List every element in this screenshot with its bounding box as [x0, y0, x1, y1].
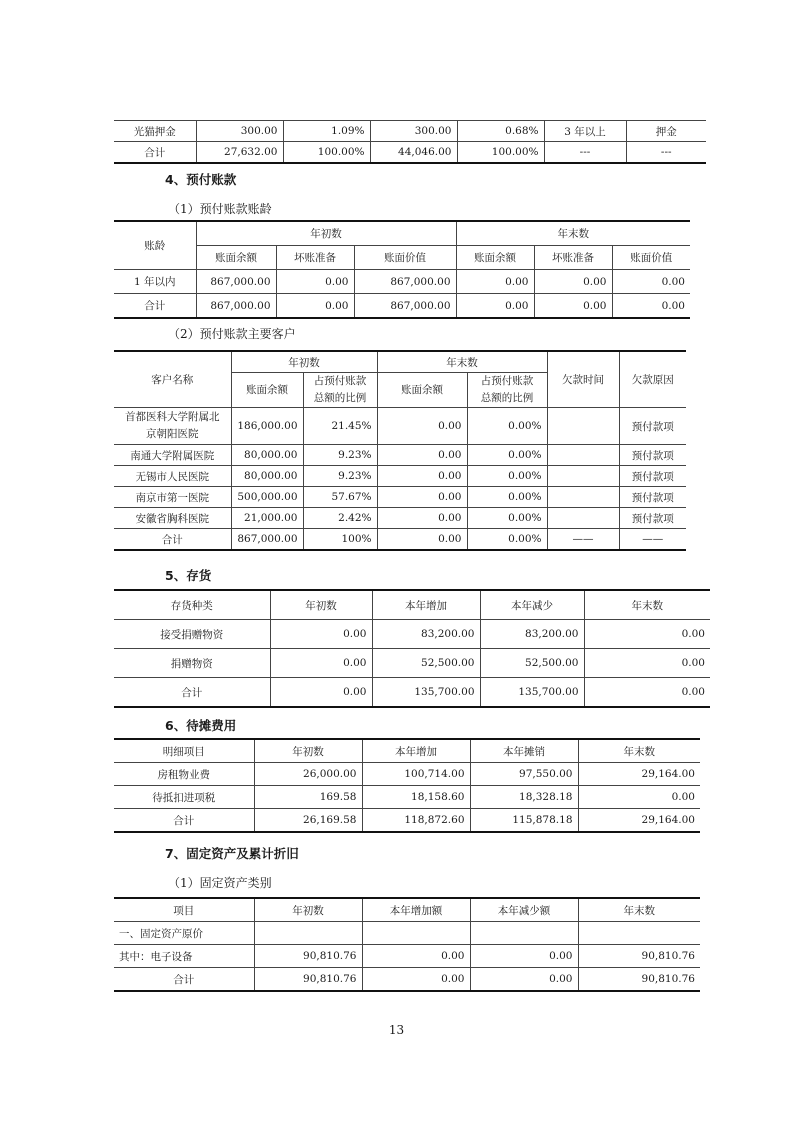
table-cell: —— — [619, 529, 686, 551]
table-cell: 0.00 — [456, 270, 534, 294]
table-cell: 0.00 — [584, 620, 710, 649]
table-cell: 26,169.58 — [254, 809, 362, 833]
table-header-cell: 本年增加 — [362, 739, 470, 763]
table-cell: 83,200.00 — [480, 620, 584, 649]
table-cell: 0.00% — [467, 529, 547, 551]
table-cell: —— — [547, 529, 619, 551]
subsection-title-prepayment-customers: （2）预付账款主要客户 — [168, 327, 296, 341]
table-cell: 867,000.00 — [354, 294, 456, 319]
fixed-assets-table — [114, 897, 700, 992]
table-cell — [254, 922, 362, 945]
table-cell: 52,500.00 — [480, 649, 584, 678]
inventory-table — [114, 589, 710, 708]
table-cell: 0.00 — [470, 945, 578, 968]
table-header-cell: 账面余额 — [377, 373, 467, 408]
table-row — [114, 678, 710, 708]
table-header-cell: 年初数 — [254, 898, 362, 922]
table-cell: 押金 — [626, 121, 706, 142]
table-cell: 80,000.00 — [231, 466, 303, 487]
table-cell: 1 年以内 — [114, 270, 196, 294]
table-cell: 2.42% — [303, 508, 377, 529]
table-cell: 300.00 — [370, 121, 457, 142]
table-row — [114, 294, 690, 319]
table-cell: 0.00 — [276, 270, 354, 294]
table-cell: 90,810.76 — [578, 968, 700, 992]
section-title-prepayments: 4、预付账款 — [165, 172, 237, 187]
table-cell: 18,328.18 — [470, 786, 578, 809]
table-cell — [578, 922, 700, 945]
table-header-cell: 本年摊销 — [470, 739, 578, 763]
table-header-cell: 账龄 — [114, 221, 196, 270]
table-row — [114, 763, 700, 786]
table-cell: 0.00% — [467, 508, 547, 529]
table-cell: 21,000.00 — [231, 508, 303, 529]
table-row — [114, 142, 706, 164]
table-header-cell: 本年减少额 — [470, 898, 578, 922]
table-cell: 500,000.00 — [231, 487, 303, 508]
table-cell: 0.00 — [377, 529, 467, 551]
table-header-cell: 年初数 — [254, 739, 362, 763]
table-cell: 光猫押金 — [114, 121, 196, 142]
page-number: 13 — [388, 1023, 405, 1037]
table-header-row — [114, 739, 700, 763]
table-header-cell — [303, 373, 377, 408]
table-cell: 0.00 — [456, 294, 534, 319]
table-cell: 0.00 — [584, 678, 710, 708]
header-text: 占预付账款 — [480, 375, 534, 387]
prepayment-aging-table — [114, 220, 690, 319]
table-header-row — [114, 590, 710, 620]
table-cell: 0.00 — [377, 466, 467, 487]
table-header-cell: 本年增加额 — [362, 898, 470, 922]
table-header-cell: 坏账准备 — [276, 246, 354, 270]
table-header-cell: 账面价值 — [612, 246, 690, 270]
table-cell: 0.00 — [534, 270, 612, 294]
table-header-cell: 年初数 — [196, 221, 456, 246]
table-cell: 100.00% — [283, 142, 370, 164]
table-cell: 一、固定资产原价 — [114, 922, 254, 945]
table-row — [114, 466, 686, 487]
table-cell: 100.00% — [457, 142, 544, 164]
table-row — [114, 445, 686, 466]
table-cell: 待抵扣进项税 — [114, 786, 254, 809]
table-cell: 29,164.00 — [578, 763, 700, 786]
table-header-cell: 年末数 — [578, 898, 700, 922]
table-cell: 26,000.00 — [254, 763, 362, 786]
table-header-cell: 年初数 — [270, 590, 372, 620]
table-cell: 27,632.00 — [196, 142, 283, 164]
table-cell: 90,810.76 — [254, 968, 362, 992]
header-text: 总额的比例 — [313, 392, 367, 404]
table-cell: 南京市第一医院 — [114, 487, 231, 508]
table-row — [114, 649, 710, 678]
table-cell: 无锡市人民医院 — [114, 466, 231, 487]
table-cell: 其中：电子设备 — [114, 945, 254, 968]
table-cell: 合计 — [114, 294, 196, 319]
table-cell: 0.00 — [470, 968, 578, 992]
table-cell: 预付款项 — [619, 466, 686, 487]
table-header-cell: 账面余额 — [456, 246, 534, 270]
section-title-prepaid-expenses: 6、待摊费用 — [165, 718, 237, 733]
table-row — [114, 508, 686, 529]
table-cell: 0.00 — [612, 294, 690, 319]
table-cell: 0.00 — [377, 445, 467, 466]
table-cell: 0.00% — [467, 445, 547, 466]
table-cell: 接受捐赠物资 — [114, 620, 270, 649]
table-cell: 867,000.00 — [354, 270, 456, 294]
table-cell — [362, 922, 470, 945]
table-cell: 44,046.00 — [370, 142, 457, 164]
table-row — [114, 487, 686, 508]
table-row — [114, 620, 710, 649]
customer-name: 京朝阳医院 — [146, 428, 199, 440]
table-cell: 3 年以上 — [544, 121, 626, 142]
table-row — [114, 408, 686, 445]
subsection-title-fixed-asset-categories: （1）固定资产类别 — [168, 876, 272, 890]
table-cell: 135,700.00 — [372, 678, 480, 708]
table-cell: 867,000.00 — [231, 529, 303, 551]
table-header-cell: 账面价值 — [354, 246, 456, 270]
table-cell: 52,500.00 — [372, 649, 480, 678]
table-header-cell: 年末数 — [456, 221, 690, 246]
table-cell: 135,700.00 — [480, 678, 584, 708]
table-cell: 合计 — [114, 529, 231, 551]
table-cell: 867,000.00 — [196, 294, 276, 319]
table-header-cell: 存货种类 — [114, 590, 270, 620]
table-cell: 57.67% — [303, 487, 377, 508]
table-header-row — [114, 221, 690, 246]
table-header-row — [114, 246, 690, 270]
table-header-cell: 欠款原因 — [619, 351, 686, 408]
table-cell: 0.68% — [457, 121, 544, 142]
table-cell: 0.00 — [276, 294, 354, 319]
table-header-cell: 账面余额 — [231, 373, 303, 408]
table-cell: 0.00 — [377, 508, 467, 529]
header-text: 总额的比例 — [480, 392, 534, 404]
subsection-title-prepayment-aging: （1）预付账款账龄 — [168, 202, 272, 216]
table-header-cell: 年初数 — [231, 351, 377, 373]
table-cell: 169.58 — [254, 786, 362, 809]
table-cell: 0.00 — [534, 294, 612, 319]
table-cell: 867,000.00 — [196, 270, 276, 294]
table-cell: 0.00 — [612, 270, 690, 294]
table-cell: 83,200.00 — [372, 620, 480, 649]
table-cell: 南通大学附属医院 — [114, 445, 231, 466]
table-cell: 186,000.00 — [231, 408, 303, 445]
prepaid-expenses-table — [114, 738, 700, 833]
table-cell: 18,158.60 — [362, 786, 470, 809]
table-cell: 0.00 — [270, 678, 372, 708]
table-cell — [114, 408, 231, 445]
table-row — [114, 786, 700, 809]
table-header-cell: 本年增加 — [372, 590, 480, 620]
table-cell: 安徽省胸科医院 — [114, 508, 231, 529]
table-cell: 29,164.00 — [578, 809, 700, 833]
table-cell: 0.00 — [377, 487, 467, 508]
table-header-cell: 项目 — [114, 898, 254, 922]
table-row — [114, 121, 706, 142]
table-cell: 0.00 — [362, 945, 470, 968]
table-header-cell: 年末数 — [377, 351, 547, 373]
table-cell: --- — [544, 142, 626, 164]
table-header-cell: 明细项目 — [114, 739, 254, 763]
table-cell — [547, 408, 619, 445]
table-cell — [547, 445, 619, 466]
table-cell: 0.00 — [578, 786, 700, 809]
table-cell — [547, 466, 619, 487]
prepayment-customers-table — [114, 350, 686, 551]
table-cell: 118,872.60 — [362, 809, 470, 833]
table-header-cell: 本年减少 — [480, 590, 584, 620]
table-row — [114, 809, 700, 833]
table-header-row — [114, 351, 686, 373]
table-cell: 300.00 — [196, 121, 283, 142]
table-header-row — [114, 898, 700, 922]
table-cell: 100% — [303, 529, 377, 551]
table-row — [114, 945, 700, 968]
table-cell: 0.00 — [584, 649, 710, 678]
table-row — [114, 529, 686, 551]
table-cell: --- — [626, 142, 706, 164]
header-text: 占预付账款 — [313, 375, 367, 387]
table-cell: 9.23% — [303, 445, 377, 466]
table-cell: 90,810.76 — [578, 945, 700, 968]
table-cell: 预付款项 — [619, 487, 686, 508]
table-header-cell: 账面余额 — [196, 246, 276, 270]
table-cell: 80,000.00 — [231, 445, 303, 466]
table-cell: 0.00 — [270, 649, 372, 678]
table-cell: 0.00 — [377, 408, 467, 445]
table-cell: 合计 — [114, 968, 254, 992]
table-header-cell: 年末数 — [584, 590, 710, 620]
table-header-cell: 坏账准备 — [534, 246, 612, 270]
table-cell: 21.45% — [303, 408, 377, 445]
table-cell: 0.00 — [362, 968, 470, 992]
table-row — [114, 270, 690, 294]
table-row — [114, 922, 700, 945]
table-cell: 预付款项 — [619, 408, 686, 445]
table-cell: 0.00% — [467, 408, 547, 445]
table-cell: 预付款项 — [619, 508, 686, 529]
table-cell: 合计 — [114, 678, 270, 708]
table-cell: 0.00% — [467, 466, 547, 487]
table-cell: 1.09% — [283, 121, 370, 142]
table-cell: 115,878.18 — [470, 809, 578, 833]
table-cell: 房租物业费 — [114, 763, 254, 786]
table-header-cell — [467, 373, 547, 408]
table-cell: 90,810.76 — [254, 945, 362, 968]
table-header-cell: 欠款时间 — [547, 351, 619, 408]
customer-name: 首都医科大学附属北 — [125, 411, 220, 423]
table-cell: 预付款项 — [619, 445, 686, 466]
table-cell — [470, 922, 578, 945]
table-cell: 捐赠物资 — [114, 649, 270, 678]
table-cell: 97,550.00 — [470, 763, 578, 786]
table-cell — [547, 487, 619, 508]
table-cell: 合计 — [114, 142, 196, 164]
table-header-cell: 年末数 — [578, 739, 700, 763]
table-cell: 100,714.00 — [362, 763, 470, 786]
table-row — [114, 968, 700, 992]
section-title-inventory: 5、存货 — [165, 568, 212, 583]
table-cell: 合计 — [114, 809, 254, 833]
table-cell: 9.23% — [303, 466, 377, 487]
table-cell: 0.00 — [270, 620, 372, 649]
section-title-fixed-assets: 7、固定资产及累计折旧 — [165, 846, 299, 861]
table-cell — [547, 508, 619, 529]
receivables-table-tail — [114, 120, 706, 164]
table-cell: 0.00% — [467, 487, 547, 508]
table-header-cell: 客户名称 — [114, 351, 231, 408]
